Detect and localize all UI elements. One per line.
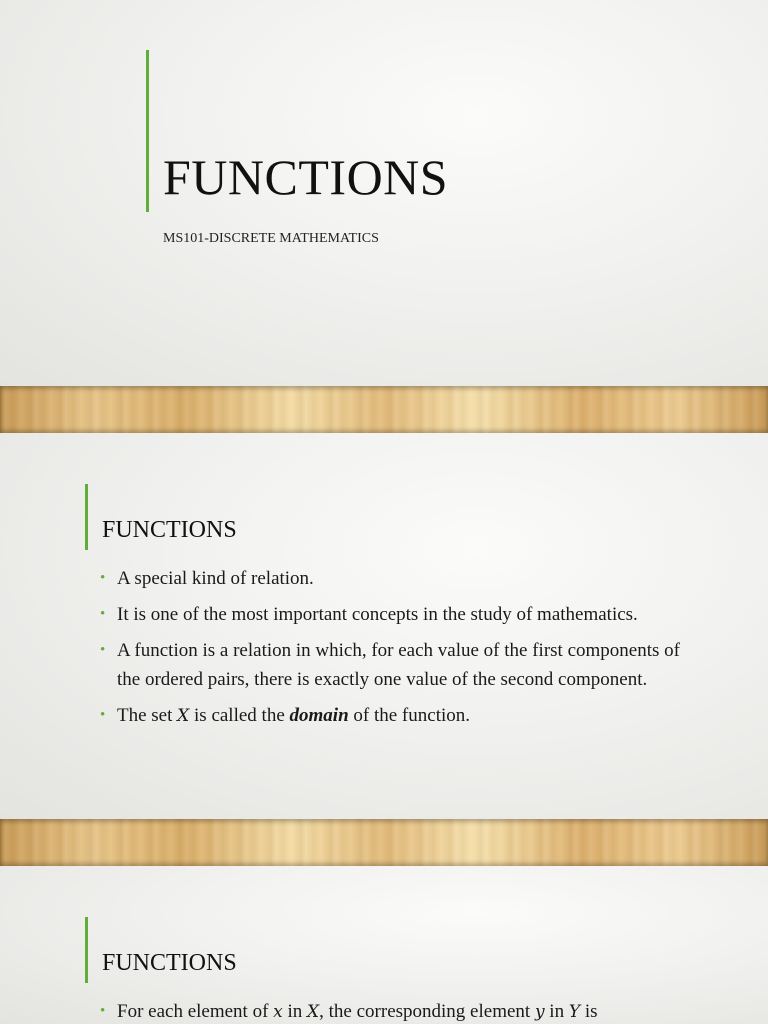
accent-bar (85, 917, 88, 983)
slide-title: FUNCTIONS (163, 149, 449, 205)
slide-title: FUNCTIONS (102, 950, 237, 976)
slide-subtitle: MS101-DISCRETE MATHEMATICS (163, 231, 379, 246)
content-slide-3 (0, 866, 768, 1024)
bullet-icon: • (100, 1003, 106, 1019)
list-item: • A special kind of relation. (100, 564, 700, 593)
bullet-list (100, 997, 700, 1024)
bullet-icon: • (100, 642, 106, 658)
list-item: • A function is a relation in which, for each value of the first components of the ordered pairs, there is exactly one value of the second component. (100, 636, 700, 694)
slide-separator (0, 819, 768, 866)
bullet-icon: • (100, 570, 106, 586)
accent-bar (85, 484, 88, 550)
title-slide (0, 0, 768, 386)
accent-bar (146, 50, 149, 212)
bullet-icon: • (100, 707, 106, 723)
list-item: • For each element of x in X, the corresponding element y in Y is (100, 997, 700, 1024)
bullet-icon: • (100, 606, 106, 622)
bullet-list (100, 564, 700, 738)
list-item: • The set X is called the domain of the function. (100, 701, 700, 731)
slide-separator (0, 386, 768, 433)
content-slide-2 (0, 433, 768, 819)
slide-title: FUNCTIONS (102, 517, 237, 543)
math-variable: X (177, 706, 190, 726)
emphasized-term: domain (289, 705, 349, 726)
list-item: • It is one of the most important concepts in the study of mathematics. (100, 600, 700, 629)
